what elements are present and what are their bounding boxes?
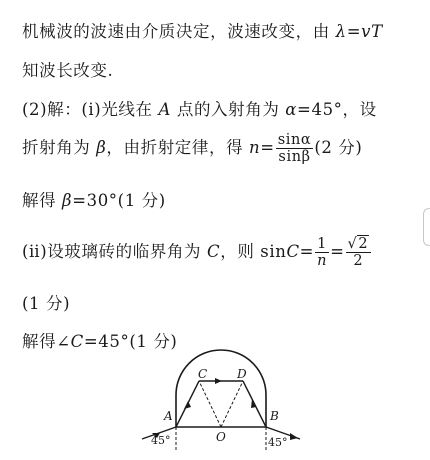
- c-symbol: C: [206, 242, 221, 261]
- beta: β: [96, 138, 107, 157]
- glass-semicircle: [176, 350, 266, 427]
- arrow-icon: [215, 378, 222, 384]
- equals: =: [299, 242, 315, 261]
- fraction-numerator: 1: [315, 236, 329, 253]
- text: ，由折射定律，得: [106, 138, 250, 157]
- arrow-icon: [251, 399, 256, 408]
- label-b: B: [270, 409, 279, 423]
- fraction-numerator: √2: [346, 236, 372, 253]
- label-o: O: [216, 430, 226, 444]
- text: 知波长改变.: [22, 61, 114, 80]
- text: 折射角为: [22, 138, 97, 157]
- radicand: 2: [358, 236, 369, 252]
- fraction-numerator: sinα: [277, 132, 312, 148]
- c-symbol: C: [286, 242, 300, 261]
- fraction-denominator: sinβ: [278, 149, 311, 165]
- radius-oc: [199, 381, 221, 427]
- point-a: A: [158, 100, 171, 119]
- angle-left: 45°: [151, 434, 171, 447]
- angle-right: 45°: [268, 436, 288, 449]
- label-c: C: [198, 367, 208, 381]
- alpha: α: [285, 100, 298, 119]
- n-symbol: n: [249, 138, 261, 157]
- text: 解得∠: [22, 332, 71, 351]
- equals: =: [260, 138, 275, 157]
- score: (1 分): [22, 294, 71, 313]
- fraction-denominator: 2: [353, 253, 364, 269]
- equals: =: [346, 22, 362, 41]
- arrow-icon: [290, 433, 298, 440]
- beta: β: [62, 191, 73, 210]
- text: 点的入射角为: [171, 100, 286, 119]
- radius-od: [221, 381, 243, 427]
- c-symbol: C: [70, 332, 84, 351]
- equals: =: [330, 242, 345, 261]
- arrow-icon: [184, 401, 191, 409]
- lambda: λ: [335, 22, 347, 41]
- label-a: A: [164, 409, 173, 423]
- label-d: D: [237, 367, 247, 381]
- text: (2)解：(ⅰ)光线在: [22, 100, 159, 119]
- vt-expression: vT: [361, 22, 383, 41]
- text: 解得: [22, 191, 63, 210]
- text: =30°(1 分): [72, 191, 166, 210]
- text: =45°，设: [297, 100, 377, 119]
- text: =45°(1 分): [83, 332, 178, 351]
- score: (2 分): [314, 138, 363, 157]
- text: 机械波的波速由介质决定，波速改变，由: [22, 22, 336, 41]
- fraction-denominator: n: [317, 253, 328, 269]
- text: ，则 sin: [220, 242, 287, 261]
- text: (ⅱ)设玻璃砖的临界角为: [22, 242, 207, 261]
